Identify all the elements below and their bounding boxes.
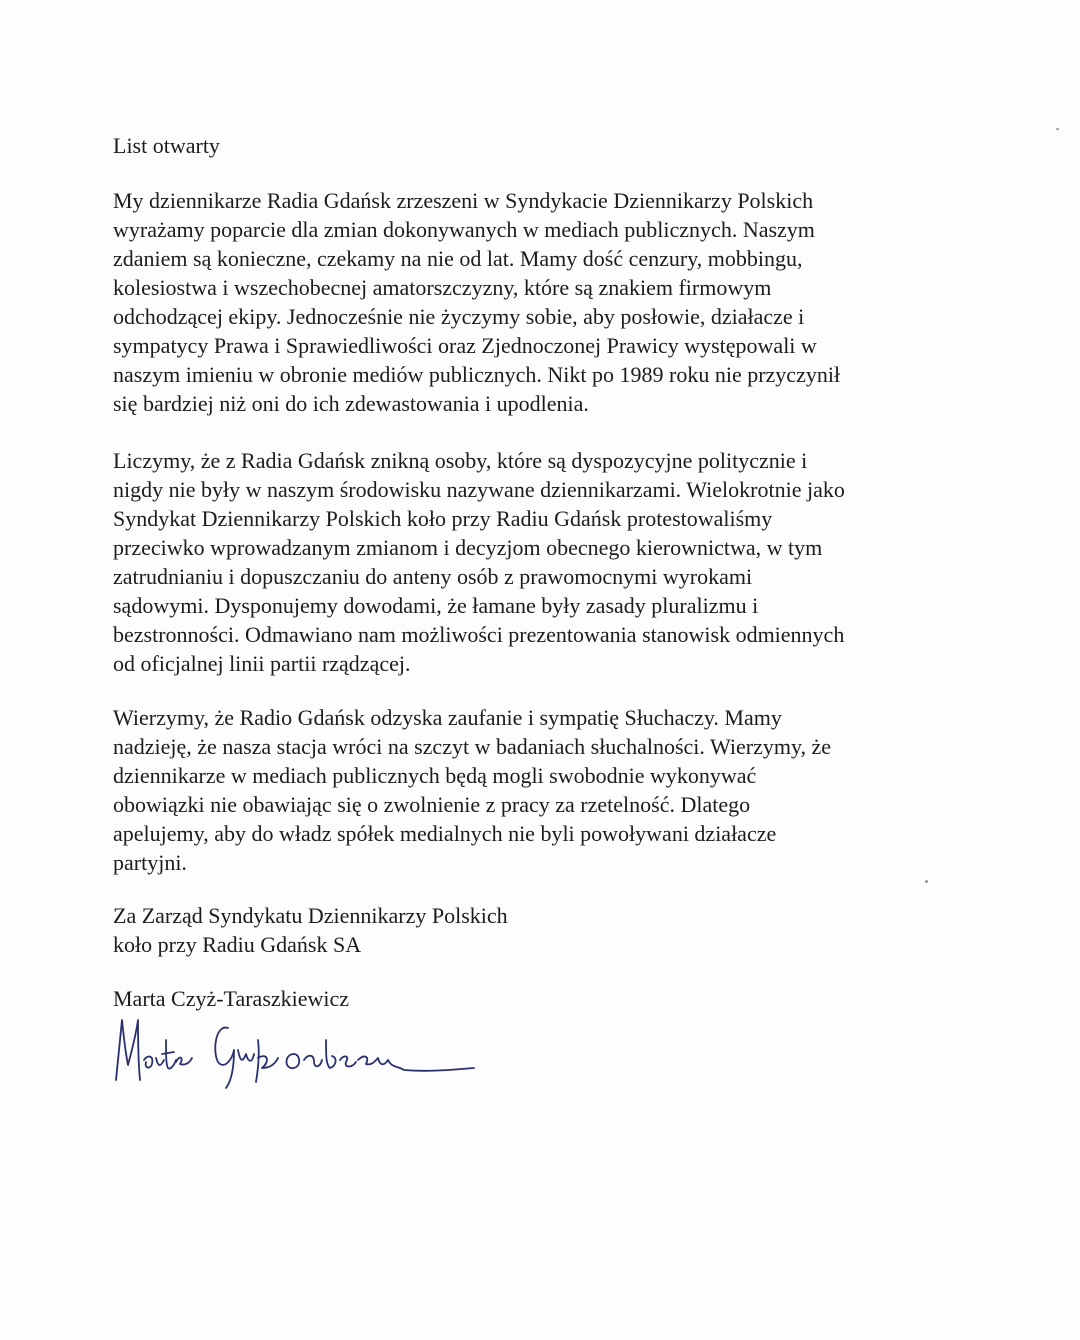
paragraph-3 — [113, 703, 831, 877]
paragraph-line: Syndykat Dziennikarzy Polskich koło przy Radiu Gdańsk protestowaliśmy — [113, 506, 773, 531]
paragraph-1 — [113, 186, 840, 418]
paragraph-line: zdaniem są konieczne, czekamy na nie od lat. Mamy dość cenzury, mobbingu, — [113, 246, 803, 271]
title-text: List otwarty — [113, 133, 220, 158]
paragraph-line: kolesiostwa i wszechobecnej amatorszczyzny, które są znakiem firmowym — [113, 275, 772, 300]
paragraph-line: nadzieję, że nasza stacja wróci na szczyt w badaniach słuchalności. Wierzymy, że — [113, 734, 832, 759]
scan-speck — [1056, 128, 1059, 130]
paragraph-line: od oficjalnej linii partii rządzącej. — [113, 651, 411, 676]
closing-line: Za Zarząd Syndykatu Dziennikarzy Polskich — [113, 903, 508, 928]
paragraph-line: nigdy nie były w naszym środowisku nazywane dziennikarzami. Wielokrotnie jako — [113, 477, 845, 502]
paragraph-line: partyjni. — [113, 850, 187, 875]
paragraph-line: odchodzącej ekipy. Jednocześnie nie życzymy sobie, aby posłowie, działacze i — [113, 304, 805, 329]
paragraph-line: sądowymi. Dysponujemy dowodami, że łamane były zasady pluralizmu i — [113, 593, 759, 618]
paragraph-line: bezstronności. Odmawiano nam możliwości prezentowania stanowisk odmiennych — [113, 622, 845, 647]
paragraph-line: się bardziej niż oni do ich zdewastowania i upodlenia. — [113, 391, 589, 416]
closing — [113, 901, 508, 959]
paragraph-line: przeciwko wprowadzanym zmianom i decyzjom obecnego kierownictwa, w tym — [113, 535, 823, 560]
paragraph-line: Liczymy, że z Radia Gdańsk znikną osoby, które są dyspozycyjne politycznie i — [113, 448, 808, 473]
paragraph-line: Wierzymy, że Radio Gdańsk odzyska zaufanie i sympatię Słuchaczy. Mamy — [113, 705, 782, 730]
paragraph-line: zatrudnianiu i dopuszczaniu do anteny osób z prawomocnymi wyrokami — [113, 564, 753, 589]
signer-text: Marta Czyż-Taraszkiewicz — [113, 986, 350, 1011]
signer-name — [113, 984, 349, 1013]
closing-line: koło przy Radiu Gdańsk SA — [113, 932, 362, 957]
paragraph-line: sympatycy Prawa i Sprawiedliwości oraz Zjednoczonej Prawicy występowali w — [113, 333, 817, 358]
paragraph-line: dziennikarze w mediach publicznych będą mogli swobodnie wykonywać — [113, 763, 757, 788]
document-title — [113, 131, 220, 160]
paragraph-line: wyrażamy poparcie dla zmian dokonywanych w mediach publicznych. Naszym — [113, 217, 815, 242]
scan-speck — [925, 880, 928, 883]
paragraph-line: My dziennikarze Radia Gdańsk zrzeszeni w Syndykacie Dziennikarzy Polskich — [113, 188, 814, 213]
paragraph-2 — [113, 446, 845, 678]
paragraph-line: obowiązki nie obawiając się o zwolnienie z pracy za rzetelność. Dlatego — [113, 792, 751, 817]
paragraph-line: apelujemy, aby do władz spółek medialnych nie byli powoływani działacze — [113, 821, 777, 846]
paragraph-line: naszym imieniu w obronie mediów publicznych. Nikt po 1989 roku nie przyczynił — [113, 362, 841, 387]
handwritten-signature — [108, 1010, 488, 1090]
